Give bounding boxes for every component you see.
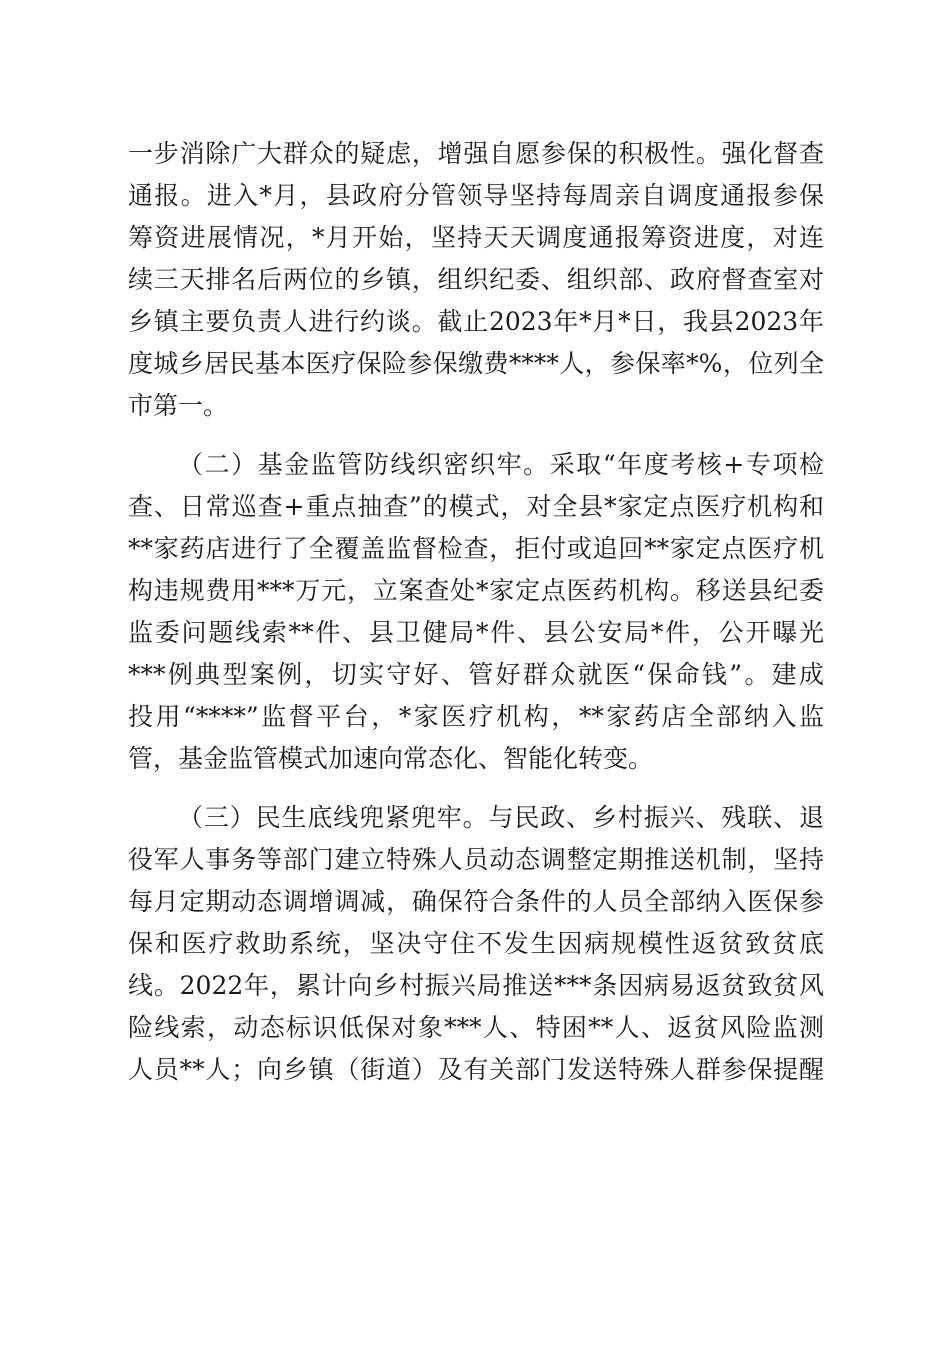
text-line: 保和医疗救助系统，坚决守住不发生因病规模性返贫致贫底 bbox=[128, 929, 824, 958]
text-line: 构违规费用***万元，立案查处*家定点医药机构。移送县纪委 bbox=[128, 576, 824, 605]
text-line: 度城乡居民基本医疗保险参保缴费****人，参保率*%，位列全 bbox=[128, 349, 824, 378]
text-line-indented: （三）民生底线兜紧兜牢。与民政、乡村振兴、残联、退 bbox=[178, 803, 824, 832]
paragraph-livelihood-bottom-line bbox=[128, 797, 824, 1091]
text-line: 通报。进入*月，县政府分管领导坚持每周亲自调度通报参保 bbox=[128, 181, 824, 210]
paragraph-fund-supervision bbox=[128, 444, 824, 780]
text-line: 查、日常巡查+重点抽查”的模式，对全县*家定点医疗机构和 bbox=[128, 492, 824, 521]
text-line: 人员**人；向乡镇（街道）及有关部门发送特殊人群参保提醒 bbox=[128, 1055, 824, 1084]
text-line: 险线索，动态标识低保对象***人、特困**人、返贫风险监测 bbox=[128, 1013, 824, 1042]
text-line: 投用“****”监督平台，*家医疗机构，**家药店全部纳入监 bbox=[128, 702, 824, 731]
text-line: 续三天排名后两位的乡镇，组织纪委、组织部、政府督查室对 bbox=[128, 265, 824, 294]
text-line: 线。2022年，累计向乡村振兴局推送***条因病易返贫致贫风 bbox=[128, 971, 824, 1000]
paragraph-enrollment-supervision bbox=[128, 133, 824, 427]
document-page bbox=[128, 133, 824, 1091]
text-line: 每月定期动态调增调减，确保符合条件的人员全部纳入医保参 bbox=[128, 887, 824, 916]
text-line-indented: （二）基金监管防线织密织牢。采取“年度考核+专项检 bbox=[178, 450, 824, 479]
text-line: 市第一。 bbox=[128, 391, 229, 420]
text-line: 一步消除广大群众的疑虑，增强自愿参保的积极性。强化督查 bbox=[128, 139, 824, 168]
text-line: 管，基金监管模式加速向常态化、智能化转变。 bbox=[128, 744, 654, 773]
text-line: **家药店进行了全覆盖监督检查，拒付或追回**家定点医疗机 bbox=[128, 534, 824, 563]
text-line: 筹资进展情况，*月开始，坚持天天调度通报筹资进度，对连 bbox=[128, 223, 824, 252]
text-line: ***例典型案例，切实守好、管好群众就医“保命钱”。建成 bbox=[128, 660, 824, 689]
text-line: 乡镇主要负责人进行约谈。截止2023年*月*日，我县2023年 bbox=[128, 307, 824, 336]
text-line: 役军人事务等部门建立特殊人员动态调整定期推送机制，坚持 bbox=[128, 845, 824, 874]
text-line: 监委问题线索**件、县卫健局*件、县公安局*件，公开曝光 bbox=[128, 618, 824, 647]
